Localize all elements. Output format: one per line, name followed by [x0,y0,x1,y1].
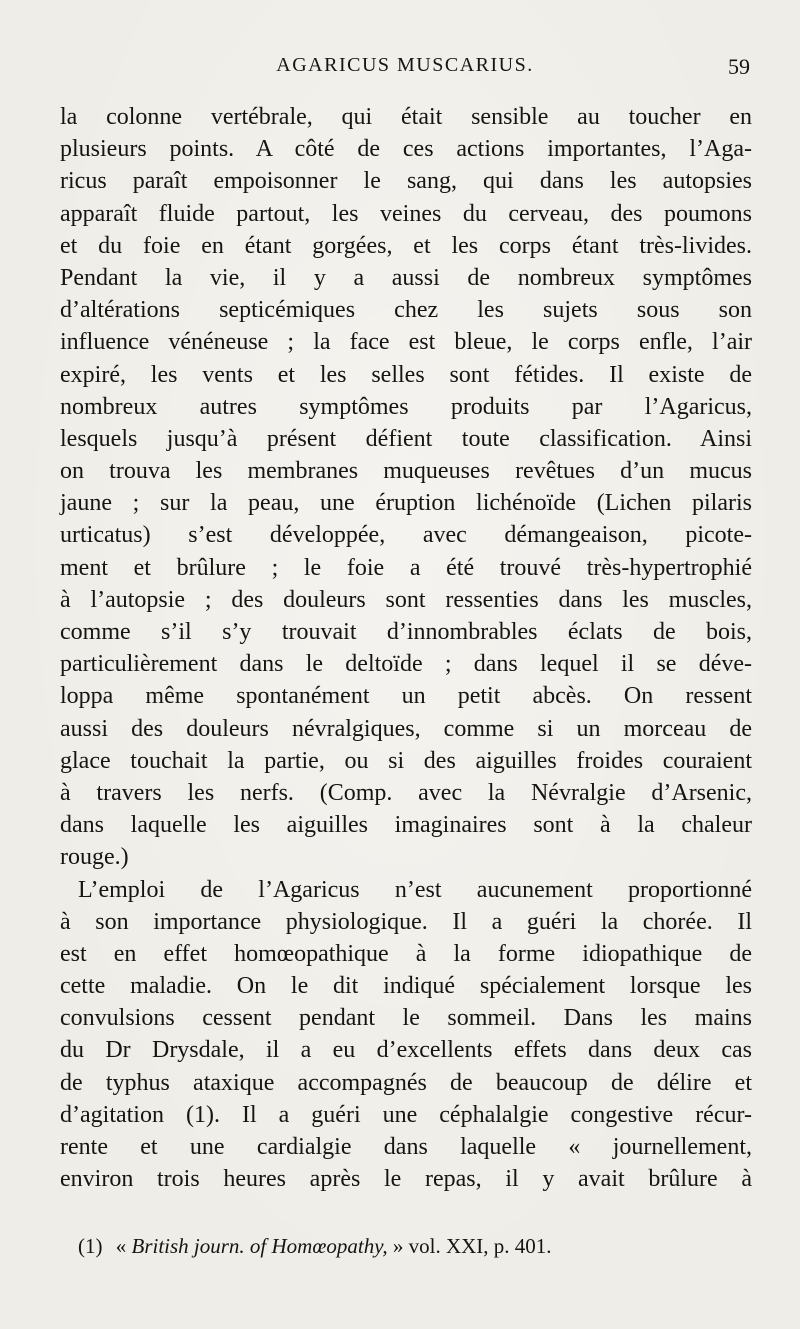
text-line: environ trois heures après le repas, il y avait brûlure à [60,1166,752,1193]
text-line: L’emploi de l’Agaricus n’est aucunement proportionné [78,876,752,903]
page-header [60,54,750,90]
text-line: lesquels jusqu’à présent défient toute classification. Ainsi [60,425,752,452]
text-line: d’agitation (1). Il a guéri une céphalalgie congestive récur- [60,1101,752,1128]
text-line: de typhus ataxique accompagnés de beaucoup de délire et [60,1069,752,1096]
text-line: dans laquelle les aiguilles imaginaires sont à la chaleur [60,812,752,839]
text-line: on trouva les membranes muqueuses revêtues d’un mucus [60,458,752,485]
text-line: particulièrement dans le deltoïde ; dans lequel il se déve- [60,651,752,678]
footnote-reference: vol. XXI, p. 401. [408,1234,552,1258]
text-line: aussi des douleurs névralgiques, comme si un morceau de [60,715,752,742]
footnote-close-quote: » [392,1234,404,1258]
footnote-marker: (1) [78,1234,103,1258]
text-line: à son importance physiologique. Il a guéri la chorée. Il [60,908,752,935]
text-line: est en effet homœopathique à la forme idiopathique de [60,940,752,967]
text-line: ment et brûlure ; le foie a été trouvé très-hypertrophié [60,554,752,581]
text-line: comme s’il s’y trouvait d’innombrables éclats de bois, [60,619,752,645]
text-line: expiré, les vents et les selles sont fétides. Il existe de [60,361,752,388]
footnote-open-quote: « [115,1234,127,1258]
text-line: rouge.) [60,844,129,871]
text-line: convulsions cessent pendant le sommeil. Dans les mains [60,1005,752,1032]
text-line: glace touchait la partie, ou si des aiguilles froides couraient [60,747,752,774]
text-line: à travers les nerfs. (Comp. avec la Névralgie d’Arsenic, [60,779,752,806]
text-line: urticatus) s’est développée, avec démangeaison, picote- [60,522,752,549]
text-line: cette maladie. On le dit indiqué spécialement lorsque les [60,973,752,1000]
text-line: d’altérations septicémiques chez les sujets sous son [60,297,752,324]
text-line: plusieurs points. A côté de ces actions importantes, l’Aga- [60,136,752,163]
text-line: jaune ; sur la peau, une éruption lichénoïde (Lichen pilaris [60,490,752,517]
text-line: la colonne vertébrale, qui était sensible au toucher en [60,104,752,130]
running-head: AGARICUS MUSCARIUS. [276,54,534,76]
text-line: Pendant la vie, il y a aussi de nombreux symptômes [60,264,752,291]
text-line: à l’autopsie ; des douleurs sont ressenties dans les muscles, [60,586,752,613]
text-line: ricus paraît empoisonner le sang, qui dans les autopsies [60,168,752,195]
text-line: du Dr Drysdale, il a eu d’excellents effets dans deux cas [60,1037,752,1064]
text-line: apparaît fluide partout, les veines du cerveau, des poumons [60,200,752,227]
footnote [78,1230,718,1262]
footnote-title: British journ. of Homœopathy, [131,1234,388,1258]
text-line: nombreux autres symptômes produits par l’Agaricus, [60,393,752,420]
text-line: et du foie en étant gorgées, et les corps étant très-livides. [60,232,752,259]
body-text [60,101,752,1195]
text-line: rente et une cardialgie dans laquelle « journellement, [60,1134,752,1160]
text-line: influence vénéneuse ; la face est bleue, le corps enfle, l’air [60,329,752,356]
text-line: loppa même spontanément un petit abcès. On ressent [60,683,752,710]
page-number: 59 [728,54,750,79]
